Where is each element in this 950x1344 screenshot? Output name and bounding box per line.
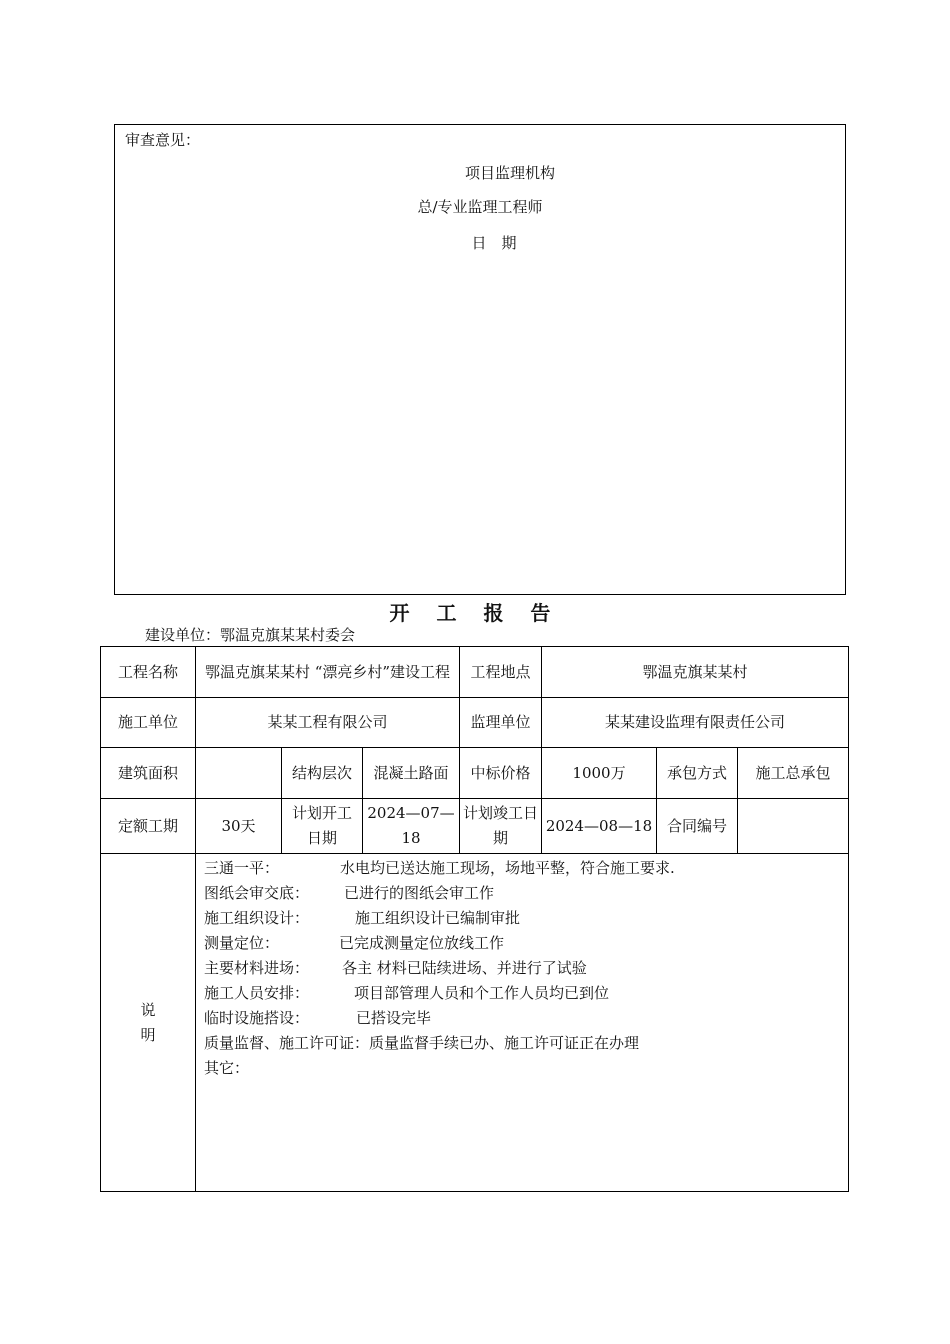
review-opinion-box: [114, 124, 846, 595]
review-date: 日 期: [471, 234, 517, 252]
review-label: 审查意见：: [125, 131, 201, 149]
table-row: [101, 854, 849, 1192]
client-unit: 建设单位：鄂温克旗某某村委会: [145, 626, 356, 644]
end-date-value: 2024—08—18: [542, 799, 657, 854]
area-value: [196, 748, 282, 799]
duration-label: 定额工期: [101, 799, 196, 854]
structure-value: 混凝土路面: [363, 748, 460, 799]
start-report-table: [100, 646, 849, 1192]
contract-number-label: 合同编号: [657, 799, 738, 854]
contract-mode-value: 施工总承包: [738, 748, 849, 799]
contractor-label: 施工单位: [101, 698, 196, 748]
supervision-engineer: 总/专业监理工程师: [417, 198, 543, 216]
notes-label: 说明: [140, 1000, 156, 1044]
bid-price-value: 1000万: [542, 748, 657, 799]
start-date-label: 计划开工日期: [282, 799, 363, 854]
table-row: [101, 698, 849, 748]
end-date-label: 计划竣工日期: [460, 799, 542, 854]
project-location-label: 工程地点: [460, 647, 542, 698]
bid-price-label: 中标价格: [460, 748, 542, 799]
structure-label: 结构层次: [282, 748, 363, 799]
list-item: 主要材料进场： 各主 材料已陆续进场、并进行了试验: [204, 959, 587, 977]
notes-label-cell: [101, 854, 196, 1192]
table-row: [101, 647, 849, 698]
report-title: 开 工 报 告: [389, 601, 561, 625]
table-row: [101, 799, 849, 854]
list-item: 测量定位： 已完成测量定位放线工作: [204, 934, 505, 952]
duration-value: 30天: [196, 799, 282, 854]
contract-number-value: [738, 799, 849, 854]
list-item: 施工人员安排： 项目部管理人员和个工作人员均已到位: [204, 984, 610, 1002]
list-item: 其它：: [204, 1059, 250, 1077]
contract-mode-label: 承包方式: [657, 748, 738, 799]
supervisor-value: 某某建设监理有限责任公司: [542, 698, 849, 748]
list-item: 质量监督、施工许可证：质量监督手续已办、施工许可证正在办理: [204, 1034, 640, 1052]
project-location-value: 鄂温克旗某某村: [542, 647, 849, 698]
supervision-org: 项目监理机构: [464, 164, 555, 182]
supervisor-label: 监理单位: [460, 698, 542, 748]
project-name-label: 工程名称: [101, 647, 196, 698]
table-row: [101, 748, 849, 799]
contractor-value: 某某工程有限公司: [196, 698, 460, 748]
list-item: 施工组织设计： 施工组织设计已编制审批: [204, 909, 521, 927]
list-item: 图纸会审交底： 已进行的图纸会审工作: [204, 884, 495, 902]
project-name-value: 鄂温克旗某某村 “漂亮乡村”建设工程: [196, 647, 460, 698]
notes-cell: [196, 854, 849, 1192]
list-item: 临时设施搭设： 已搭设完毕: [204, 1009, 432, 1027]
list-item: 三通一平： 水电均已送达施工现场，场地平整，符合施工要求.: [204, 859, 675, 877]
area-label: 建筑面积: [101, 748, 196, 799]
start-date-value: 2024—07—18: [363, 799, 460, 854]
